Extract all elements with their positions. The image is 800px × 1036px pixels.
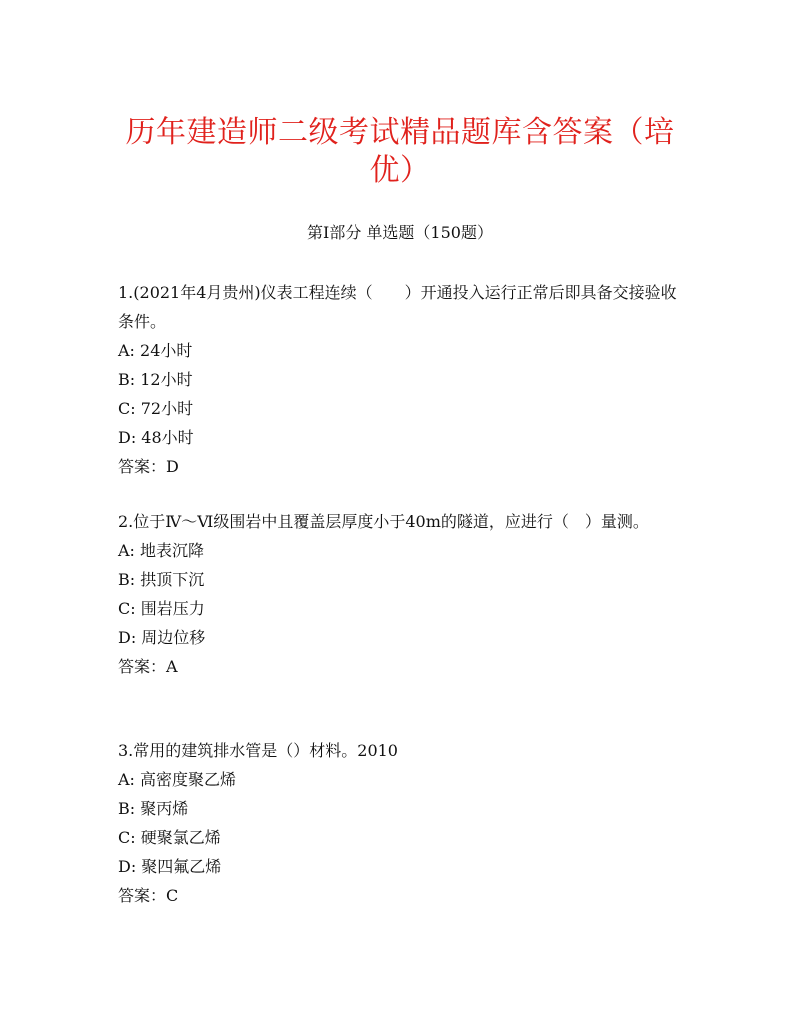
page-title: 历年建造师二级考试精品题库含答案（培优） (125, 115, 675, 188)
option-b: B: 聚丙烯 (118, 799, 189, 818)
option-a: A: 24小时 (118, 341, 193, 360)
section-heading: 第I部分 单选题（150题） (307, 223, 493, 242)
option-c: C: 硬聚氯乙烯 (118, 828, 221, 847)
answer-line: 答案：C (118, 886, 179, 905)
option-d: D: 聚四氟乙烯 (118, 857, 222, 876)
option-c: C: 72小时 (118, 399, 194, 418)
question-2 (118, 507, 688, 681)
option-d: D: 48小时 (118, 428, 194, 447)
option-a: A: 地表沉降 (118, 541, 205, 560)
option-b: B: 12小时 (118, 370, 193, 389)
question-stem: 1.(2021年4月贵州)仪表工程连续（ ）开通投入运行正常后即具备交接验收条件。 (118, 283, 677, 331)
option-c: C: 围岩压力 (118, 599, 205, 618)
question-3 (118, 736, 688, 910)
question-stem: 3.常用的建筑排水管是（）材料。2010 (118, 741, 398, 760)
option-b: B: 拱顶下沉 (118, 570, 205, 589)
option-a: A: 高密度聚乙烯 (118, 770, 237, 789)
answer-line: 答案：D (118, 457, 179, 476)
question-1 (118, 278, 688, 481)
option-d: D: 周边位移 (118, 628, 206, 647)
question-stem: 2.位于Ⅳ～Ⅵ级围岩中且覆盖层厚度小于40m的隧道，应进行（ ）量测。 (118, 512, 649, 531)
answer-line: 答案：A (118, 657, 178, 676)
